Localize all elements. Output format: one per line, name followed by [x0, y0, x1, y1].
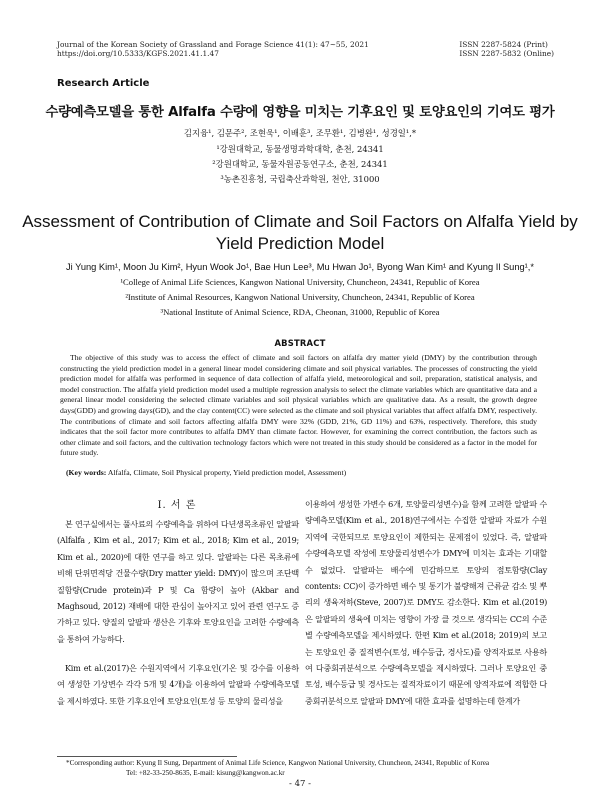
- doi-link[interactable]: https://doi.org/10.5333/KGFS.2021.41.1.47: [57, 49, 219, 59]
- body-col2-paragraph: 이용하여 생성한 가변수 6개, 토양물리성변수)을 함께 고려한 알팔파 수량예측모델(Kim et al., 2018)연구에서는 수집한 알팔파 자료가 수원지역에 국한되므로 토양요인이 제한되는 문제점이 있었다. 즉, 알팔파 수량예측모델 작성에 토양물리성변수가 DMY에 미치는 효과는 기대할 수 없었다. 알팔파는 배수에 민감하므로 토양의 점토함량(Clay contents: CC)이 증가하면 배수 및 통기가 불량해져 근류균 감소 및 뿌리의 생육저하(Steve, 2007)로 DMY도 감소한다. Kim et al.(2019)은 알팔파의 생육에 미치는 영향이 가장 클 것으로 생각되는 CC의 수준별 수량예측모델을 제시하였다. 한편 Kim et al.(2018; 2019)의 보고는 토양요인 중 질적변수(토성, 배수등급, 경사도)를 양적자료로 사용하여 다중회귀분석으로 수량예측모델을 제시하였다. 그러나 토양요인 중 토성, 배수등급 및 경사도는 질적자료이기 때문에 양적자료에 적합한 다중회귀분석으로 알팔파 DMY에 대한 효과를 설명하는데 한계가: [305, 499, 547, 706]
- footnote-divider: [57, 756, 237, 757]
- footnote-line-1: *Corresponding author: Kyung Il Sung, Department of Animal Life Science, Kangwon National University, Chuncheon, 24341, Republic of Korea: [66, 759, 490, 767]
- article-type: Research Article: [57, 78, 150, 89]
- korean-authors: 김지융¹, 김문주², 조현욱¹, 이배훈³, 조무환¹, 김병완¹, 성경일¹,*: [183, 128, 417, 138]
- issn-print: ISSN 2287-5824 (Print): [459, 40, 548, 49]
- keywords-label: (Key words:: [66, 468, 107, 477]
- page-number: - 47 -: [289, 779, 311, 789]
- english-title-line-2: Yield Prediction Model: [215, 234, 385, 253]
- abstract-heading: ABSTRACT: [274, 338, 326, 348]
- keywords-list: Alfalfa, Climate, Soil Physical property, Yield prediction model, Assessment): [106, 468, 347, 477]
- korean-title: 수량예측모델을 통한 Alfalfa 수량에 영향을 미치는 기후요인 및 토양요인의 기여도 평가: [45, 105, 555, 120]
- body-col1-paragraph-2: Kim et al.(2017)은 수원지역에서 기후요인(기온 및 강수를 이용하여 생성한 기상변수 각각 5개 및 4개)을 이용하여 알팔파 수량예측모델을 제시하였다. 또한 기후요인에 토양요인(토성 등 토양의 물리성을: [57, 663, 299, 706]
- english-authors: Ji Yung Kim¹, Moon Ju Kim², Hyun Wook Jo¹, Bae Hun Lee³, Mu Hwan Jo¹, Byong Wan Kim¹ and Kyung Il Sung¹,*: [66, 262, 534, 272]
- english-title-line-1: Assessment of Contribution of Climate and Soil Factors on Alfalfa Yield by: [22, 212, 578, 231]
- korean-affiliation-1: ¹강원대학교, 동물생명과학대학, 춘천, 24341: [216, 144, 384, 154]
- journal-citation: Journal of the Korean Society of Grassland and Forage Science 41(1): 47~55, 2021: [57, 40, 369, 49]
- footnote-line-2: Tel: +82-33-250-8635, E-mail: kisung@kangwon.ac.kr: [126, 768, 285, 777]
- section-title: Ⅰ. 서 론: [157, 500, 197, 511]
- korean-affiliation-2: ²강원대학교, 동물자원공동연구소, 춘천, 24341: [212, 159, 388, 169]
- keywords: [66, 468, 536, 477]
- corresponding-author-footnote: [66, 759, 489, 778]
- korean-affiliation-3: ³농촌진흥청, 국립축산과학원, 천안, 31000: [220, 174, 380, 184]
- abstract-text: The objective of this study was to access the effect of climate and soil factors on alfalfa dry matter yield (DMY) by the contribution through constructing the yield prediction model in a general linear model considering climate and soil physical variables. The processes of constructing the yield prediction model for alfalfa was performed in sequence of data collection of alfalfa yield, meteorological and soil, preparation, statistical analysis, and model construction. The alfalfa yield prediction model used a multiple regression analysis to select the climate variables which are quantitative data and a general linear model considering the selected climate variables and soil physical variables which are qualitative data. As a result, the growth degree days(GDD) and growing days(GD), and the clay content(CC) were selected as the climate and soil physical variables that affect alfalfa DMY, respectively. The contributions of climate and soil factors affecting alfalfa DMY were 32% (GDD, 21%, GD 11%) and 63%, respectively. Therefore, this study indicates that the soil factor more contributes to alfalfa DMY than climate factor. However, for examining the correct contribution, the factors such as other climate and soil factors, and the cultivation technology factors which were not treated in this study should be considered as a factor in the model for future study.: [60, 353, 537, 458]
- english-affiliation-3: ³National Institute of Animal Science, RDA, Cheonan, 31000, Republic of Korea: [160, 307, 440, 317]
- body-col1-paragraph-1: 본 연구실에서는 풀사료의 수량예측을 위하여 다년생목초류인 알팔파(Alfalfa , Kim et al., 2017; Kim et al., 2018; Kim et al., 2019; Kim et al., 2020)에 대한 연구를 하고 있다. 알팔파는 다른 목초류에 비해 단위면적당 건물수량(Dry matter yield: DMY)이 많으며 조단백질함량(Crude protein)과 P 및 Ca 함량이 높아 (Akbar and Maghsoud, 2012) 재배에 대한 관심이 높아지고 있어 관련 연구도 증가하고 있다. 양질의 알팔파 생산은 기후와 토양요인을 고려한 수량예측을 통하여 가능하다.: [57, 519, 299, 644]
- english-affiliation-1: ¹College of Animal Life Sciences, Kangwon National University, Chuncheon, 24341, Republic of Korea: [120, 277, 480, 287]
- english-affiliation-2: ²Institute of Animal Resources, Kangwon National University, Chuncheon, 24341, Republic of Korea: [125, 292, 475, 302]
- issn-online: ISSN 2287-5832 (Online): [459, 49, 554, 59]
